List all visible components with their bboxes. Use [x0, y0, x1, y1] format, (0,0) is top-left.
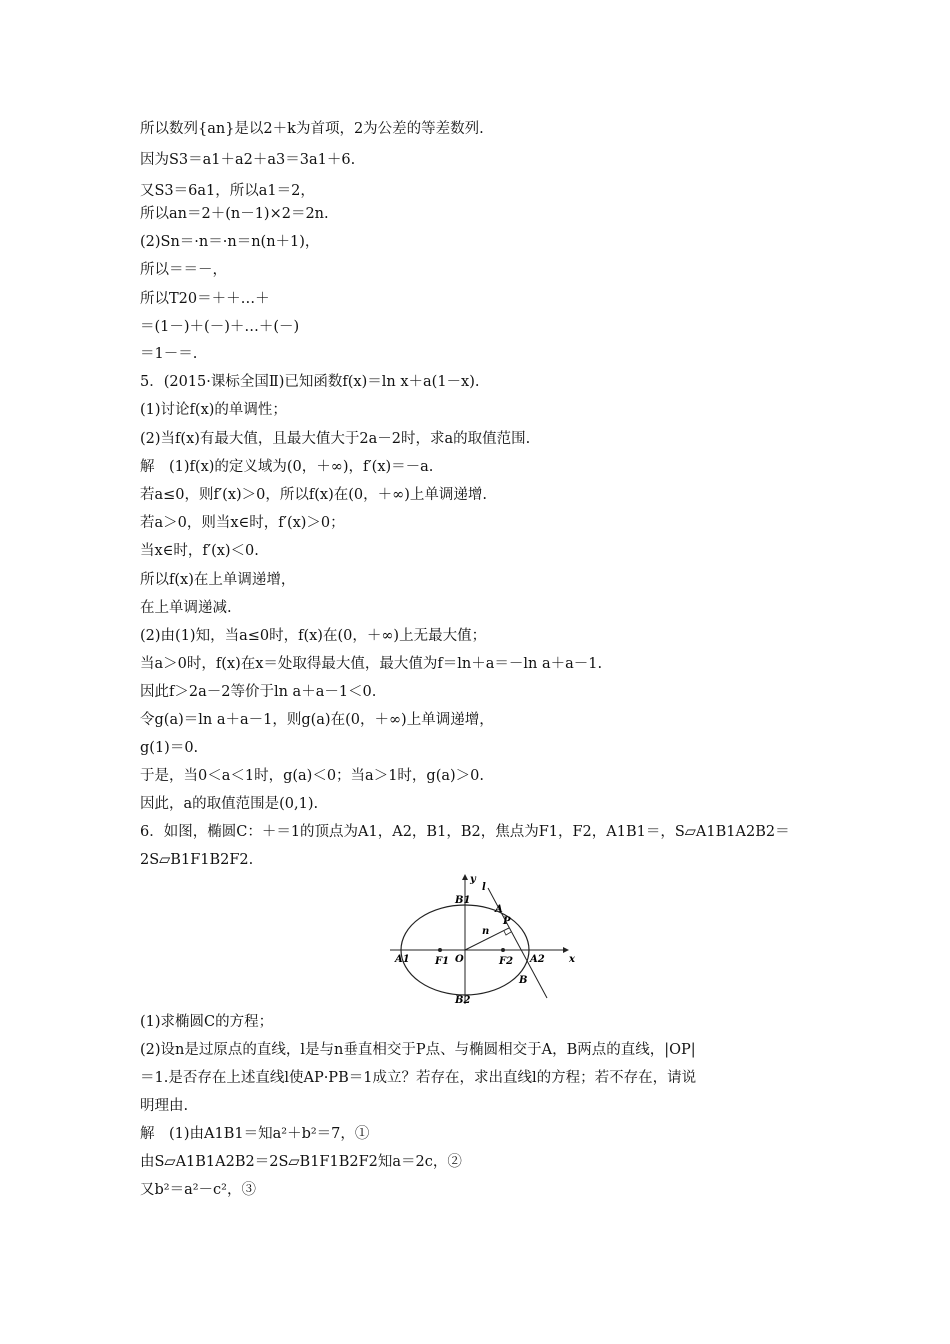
text-line: (1)求椭圆C的方程；	[140, 1014, 274, 1030]
text-line: 所以＝＝－，	[140, 262, 227, 278]
right-angle-mark	[504, 931, 511, 935]
text-line: 若a＞0，则当x∈时，f′(x)＞0；	[140, 515, 345, 531]
text-line: 于是，当0＜a＜1时，g(a)＜0；当a＞1时，g(a)＞0.	[140, 768, 485, 784]
text-line: 又S3＝6a1，所以a1＝2，	[140, 183, 315, 199]
label-a1: A1	[395, 954, 410, 965]
text-line: (2)Sn＝·n＝·n＝n(n＋1)，	[140, 234, 320, 250]
ellipse-figure	[385, 870, 575, 1006]
point-f1	[438, 948, 442, 952]
text-line: 在上单调递减.	[140, 600, 232, 616]
text-line: 因为S3＝a1＋a2＋a3＝3a1＋6.	[140, 152, 356, 168]
label-a: A	[495, 904, 503, 915]
label-f1: F1	[435, 956, 450, 967]
text-line: (2)由(1)知，当a≤0时，f(x)在(0，＋∞)上无最大值；	[140, 628, 487, 644]
text-line: 当a＞0时，f(x)在x＝处取得最大值，最大值为f＝ln＋a＝－ln a＋a－1.	[140, 656, 603, 672]
y-axis-arrow	[462, 874, 468, 880]
text-line: 所以f(x)在上单调递增，	[140, 572, 296, 588]
text-line: 2S▱B1F1B2F2.	[140, 852, 254, 868]
text-line: g(1)＝0.	[140, 740, 199, 756]
label-b: B	[519, 975, 528, 986]
point-f2	[501, 948, 505, 952]
text-line: 又b²＝a²－c²，③	[140, 1182, 256, 1198]
text-line: 因此f＞2a－2等价于ln a＋a－1＜0.	[140, 684, 377, 700]
label-f2: F2	[499, 956, 514, 967]
text-line: (1)讨论f(x)的单调性；	[140, 402, 287, 418]
text-line: 当x∈时，f′(x)＜0.	[140, 543, 259, 559]
label-y: y	[470, 874, 476, 885]
text-line: ＝1.是否存在上述直线l使AP·PB＝1成立？若存在，求出直线l的方程；若不存在，请说	[140, 1070, 697, 1086]
text-line: 因此，a的取值范围是(0,1).	[140, 796, 319, 812]
label-o: O	[455, 954, 464, 965]
text-line: 由S▱A1B1A2B2＝2S▱B1F1B2F2知a＝2c，②	[140, 1154, 462, 1170]
text-line: 所以T20＝＋＋…＋	[140, 291, 270, 307]
text-line: 所以an＝2＋(n－1)×2＝2n.	[140, 206, 329, 222]
text-line: (2)当f(x)有最大值，且最大值大于2a－2时，求a的取值范围.	[140, 431, 531, 447]
text-line: (2)设n是过原点的直线，l是与n垂直相交于P点、与椭圆相交于A，B两点的直线，|OP|	[140, 1042, 696, 1058]
text-line: 令g(a)＝ln a＋a－1，则g(a)在(0，＋∞)上单调递增，	[140, 712, 494, 728]
text-line: 所以数列{an}是以2＋k为首项，2为公差的等差数列.	[140, 121, 484, 137]
text-line: 若a≤0，则f′(x)＞0，所以f(x)在(0，＋∞)上单调递增.	[140, 487, 487, 503]
label-a2: A2	[530, 954, 545, 965]
text-line: ＝1－＝.	[140, 346, 198, 362]
solution-line: 解 (1)f(x)的定义域为(0，＋∞)，f′(x)＝－a.	[140, 459, 434, 475]
ellipse-diagram	[385, 870, 575, 1006]
solution-line: 解 (1)由A1B1＝知a²＋b²＝7，①	[140, 1126, 370, 1142]
label-n: n	[482, 926, 490, 937]
label-x: x	[569, 954, 575, 965]
x-axis-arrow	[563, 947, 569, 953]
label-p: P	[503, 916, 511, 927]
label-l: l	[482, 882, 486, 893]
text-line: ＝(1－)＋(－)＋…＋(－)	[140, 319, 300, 335]
label-b1: B1	[455, 895, 471, 906]
label-b2: B2	[455, 995, 471, 1006]
text-line: 明理由.	[140, 1098, 189, 1114]
question-6: 6．如图，椭圆C：＋＝1的顶点为A1，A2，B1，B2，焦点为F1，F2，A1B1＝，S▱A1B1A2B2＝	[140, 824, 790, 840]
question-5: 5．(2015·课标全国Ⅱ)已知函数f(x)＝ln x＋a(1－x).	[140, 374, 480, 390]
